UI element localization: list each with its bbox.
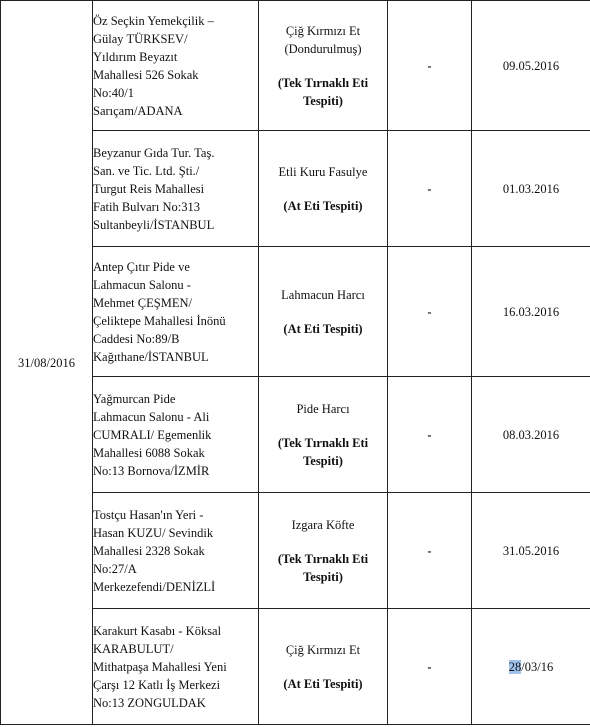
firm-line: Karakurt Kasabı - Köksal [93, 623, 222, 638]
firm-line: Çeliktepe Mahallesi İnönü [93, 313, 226, 328]
test-type [259, 197, 387, 215]
result-date: 09.05.2016 [472, 1, 590, 131]
product-cell [259, 609, 388, 725]
firm-cell [93, 247, 259, 377]
firm-line: Sultanbeyli/İSTANBUL [93, 217, 215, 232]
empty-value: - [388, 247, 472, 377]
firm-line: Mehmet ÇEŞMEN/ [93, 295, 192, 310]
product-name: Izgara Köfte [291, 517, 355, 532]
empty-value: - [388, 493, 472, 609]
test-line: (Tek Tırnaklı Eti [277, 435, 369, 450]
firm-cell [93, 609, 259, 725]
firm-cell [93, 493, 259, 609]
test-type [259, 74, 387, 110]
product-name: Çiğ Kırmızı Et [285, 642, 361, 657]
product-cell [259, 377, 388, 493]
firm-cell [93, 377, 259, 493]
firm-line: San. ve Tic. Ltd. Şti./ [93, 163, 200, 178]
test-type [259, 675, 387, 693]
test-type [259, 434, 387, 470]
result-date-rest: /03/16 [521, 659, 554, 674]
product-cell [259, 131, 388, 247]
firm-line: CUMRALI/ Egemenlik [93, 427, 212, 442]
firm-line: Kağıthane/İSTANBUL [93, 349, 209, 364]
firm-line: Mahallesi 6088 Sokak [93, 445, 205, 460]
test-line: Tespiti) [303, 569, 343, 584]
firm-line: Çarşı 12 Katlı İş Merkezi [93, 677, 221, 692]
test-line: Tespiti) [303, 93, 343, 108]
firm-line: Hasan KUZU/ Sevindik [93, 525, 214, 540]
firm-line: No:13 ZONGULDAK [93, 695, 206, 710]
firm-line: Merkezefendi/DENİZLİ [93, 579, 216, 594]
product-name: (Dondurulmuş) [284, 41, 362, 56]
test-type [259, 320, 387, 338]
test-line: (At Eti Tespiti) [283, 321, 363, 336]
result-date: 31.05.2016 [472, 493, 590, 609]
inspection-date: 31/08/2016 [1, 1, 93, 725]
firm-line: No:13 Bornova/İZMİR [93, 463, 210, 478]
firm-line: Antep Çıtır Pide ve [93, 259, 190, 274]
firm-line: KARABULUT/ [93, 641, 174, 656]
firm-line: Mahallesi 526 Sokak [93, 67, 199, 82]
firm-line: Yağmurcan Pide [93, 391, 176, 406]
firm-line: Öz Seçkin Yemekçilik – [93, 13, 214, 28]
result-date [472, 609, 590, 725]
product-name: Lahmacun Harcı [281, 287, 365, 302]
firm-line: Fatih Bulvarı No:313 [93, 199, 200, 214]
firm-line: Tostçu Hasan'ın Yeri - [93, 507, 204, 522]
firm-line: Caddesi No:89/B [93, 331, 180, 346]
empty-value: - [388, 377, 472, 493]
test-line: (At Eti Tespiti) [283, 198, 363, 213]
empty-value: - [388, 1, 472, 131]
test-line: Tespiti) [303, 453, 343, 468]
firm-line: Sarıçam/ADANA [93, 103, 183, 118]
result-date: 08.03.2016 [472, 377, 590, 493]
empty-value: - [388, 609, 472, 725]
firm-line: Lahmacun Salonu - Ali [93, 409, 210, 424]
product-name: Pide Harcı [296, 401, 350, 416]
empty-value: - [388, 131, 472, 247]
product-name: Etli Kuru Fasulye [278, 164, 368, 179]
firm-line: Mithatpaşa Mahallesi Yeni [93, 659, 227, 674]
firm-line: No:27/A [93, 561, 137, 576]
result-date: 16.03.2016 [472, 247, 590, 377]
result-date: 01.03.2016 [472, 131, 590, 247]
product-cell [259, 1, 388, 131]
product-name: Çiğ Kırmızı Et [285, 23, 361, 38]
firm-line: No:40/1 [93, 85, 134, 100]
test-line: (At Eti Tespiti) [283, 676, 363, 691]
firm-line: Turgut Reis Mahallesi [93, 181, 205, 196]
firm-cell [93, 1, 259, 131]
table-row [1, 1, 590, 131]
firm-line: Gülay TÜRKSEV/ [93, 31, 188, 46]
firm-cell [93, 131, 259, 247]
firm-line: Beyzanur Gıda Tur. Taş. [93, 145, 215, 160]
product-cell [259, 247, 388, 377]
test-type [259, 550, 387, 586]
test-line: (Tek Tırnaklı Eti [277, 551, 369, 566]
firm-line: Yıldırım Beyazıt [93, 49, 178, 64]
firm-line: Mahallesi 2328 Sokak [93, 543, 205, 558]
test-line: (Tek Tırnaklı Eti [277, 75, 369, 90]
selected-text[interactable]: 28 [508, 659, 522, 674]
product-cell [259, 493, 388, 609]
firm-line: Lahmacun Salonu - [93, 277, 191, 292]
